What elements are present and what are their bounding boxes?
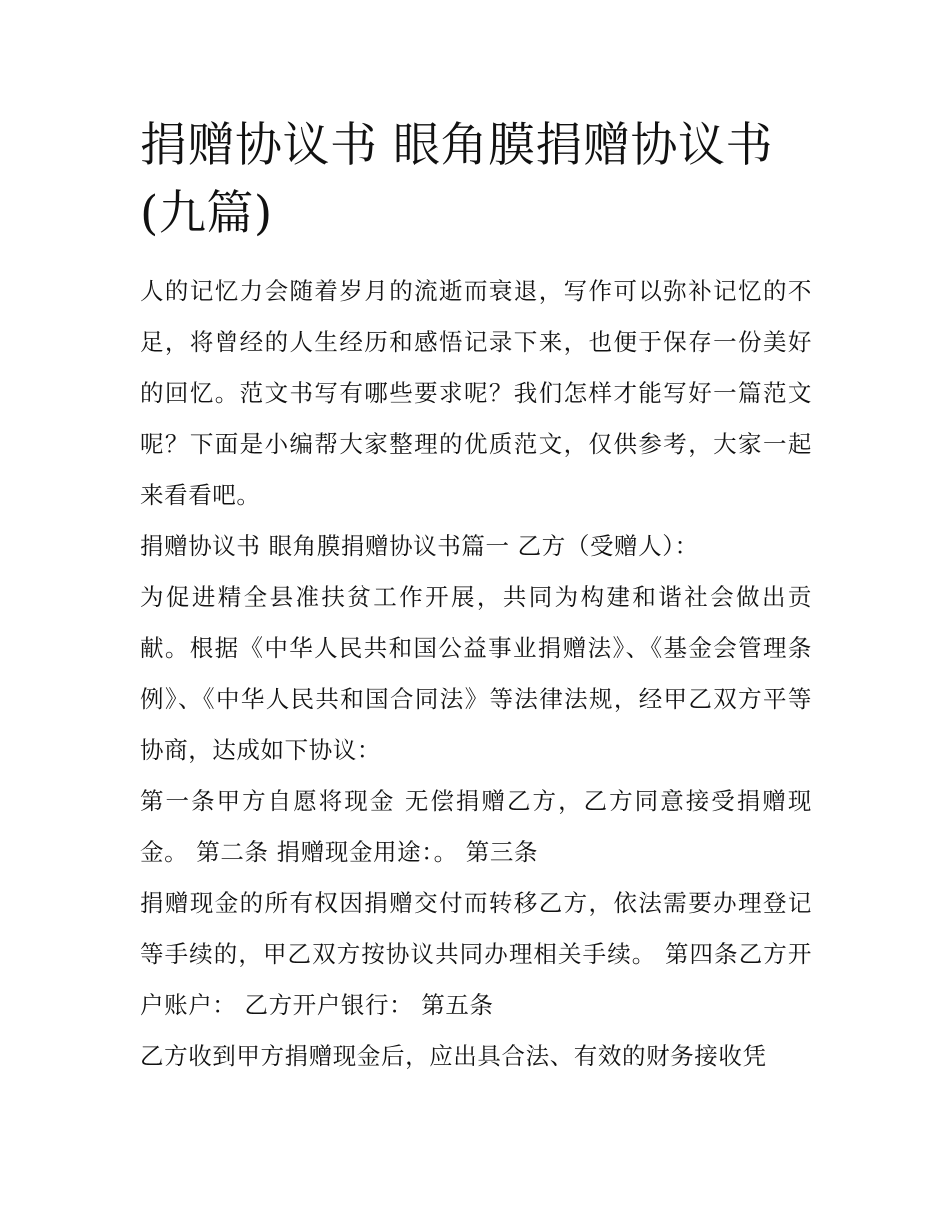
document-body: [140, 266, 812, 1082]
paragraph-article-1-3: 第一条甲方自愿将现金 无偿捐赠乙方，乙方同意接受捐赠现金。 第二条 捐赠现金用途：。 第三条: [140, 787, 812, 866]
paragraph-preamble: 为促进精全县准扶贫工作开展，共同为构建和谐社会做出贡献。根据《中华人民共和国公益事业捐赠法》、《基金会管理条例》、《中华人民共和国合同法》等法律法规，经甲乙双方平等协商，达成如下协议：: [140, 583, 812, 764]
document-page: [140, 112, 812, 1082]
document-title: 捐赠协议书 眼角膜捐赠协议书(九篇): [140, 118, 773, 241]
paragraph-intro: 人的记忆力会随着岁月的流逝而衰退，写作可以弥补记忆的不足，将曾经的人生经历和感悟记录下来，也便于保存一份美好的回忆。范文书写有哪些要求呢？我们怎样才能写好一篇范文呢？下面是小编帮大家整理的优质范文，仅供参考，大家一起来看看吧。: [140, 277, 812, 509]
paragraph-article-3-5: 捐赠现金的所有权因捐赠交付而转移乙方，依法需要办理登记等手续的，甲乙双方按协议共同办理相关手续。 第四条乙方开户账户： 乙方开户银行： 第五条: [140, 889, 812, 1019]
paragraph-section-heading: 捐赠协议书 眼角膜捐赠协议书篇一 乙方（受赠人）：: [140, 532, 699, 560]
paragraph-article-5: 乙方收到甲方捐赠现金后，应出具合法、有效的财务接收凭: [140, 1042, 767, 1070]
